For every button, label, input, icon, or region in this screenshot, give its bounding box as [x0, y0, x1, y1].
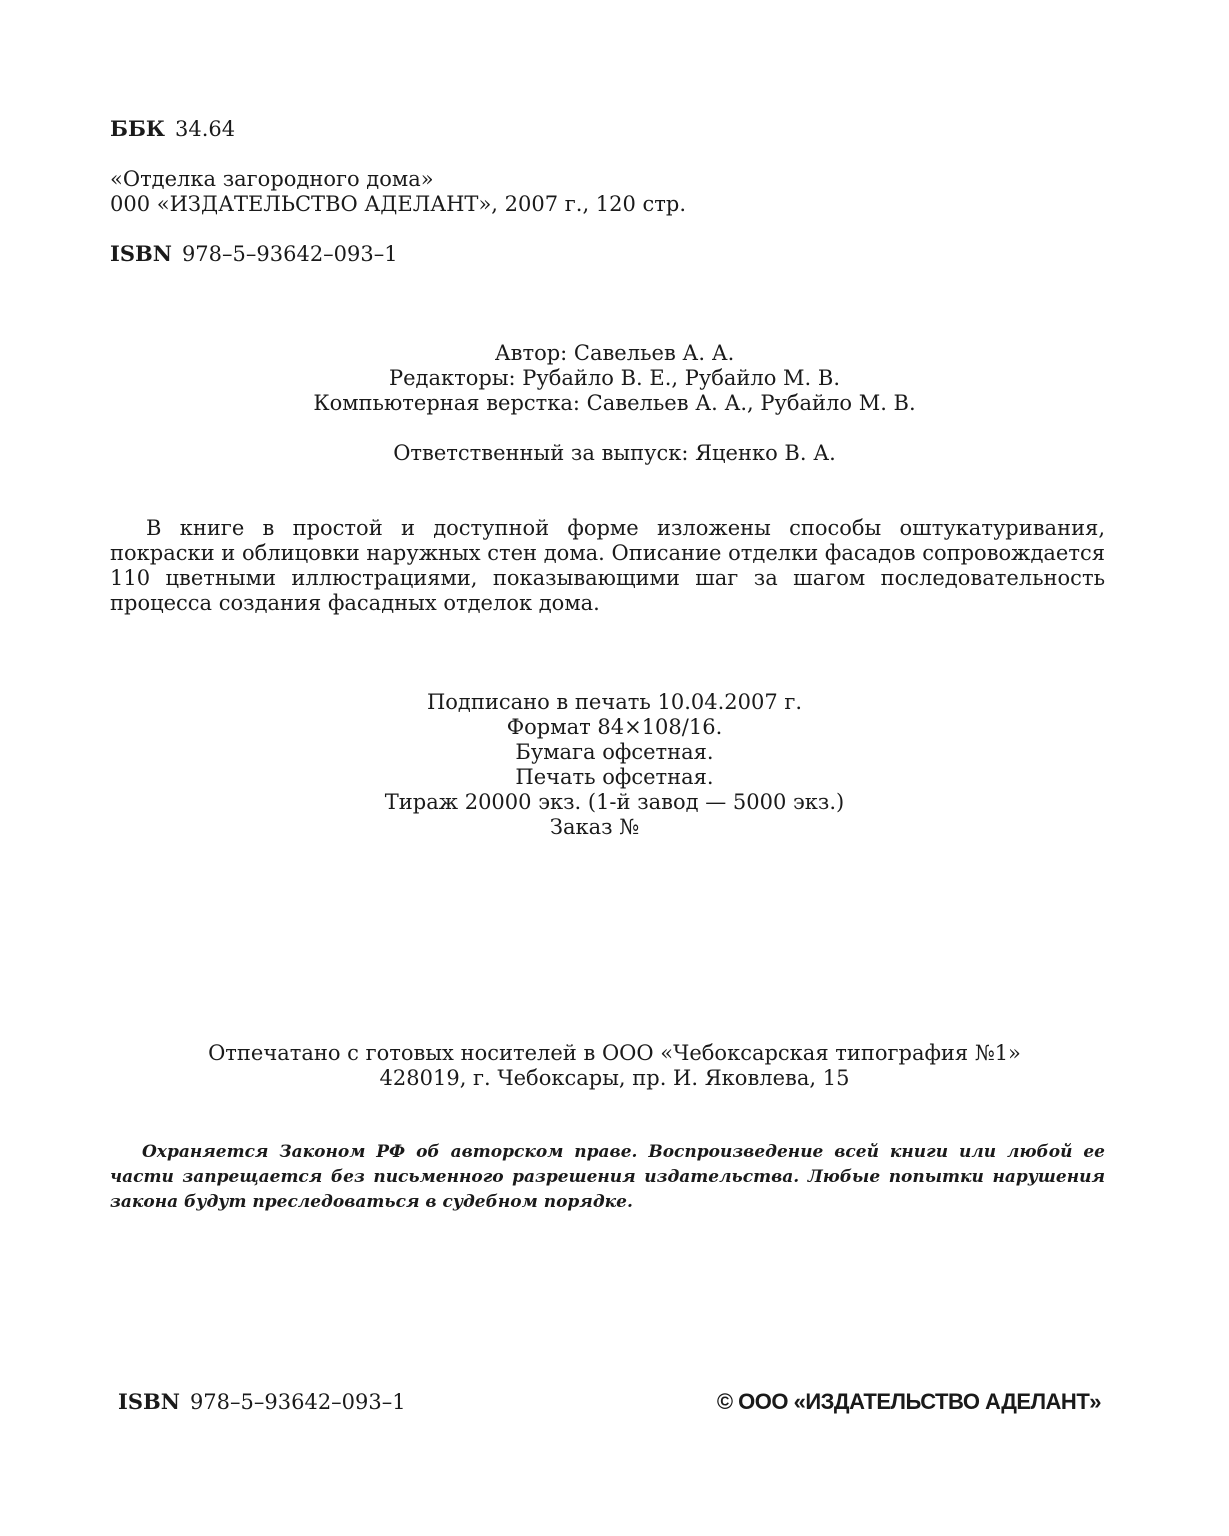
publication-details: 000 «ИЗДАТЕЛЬСТВО АДЕЛАНТ», 2007 г., 120 стр.	[110, 192, 687, 216]
isbn-label: ISBN	[110, 241, 172, 266]
printer-line1: Отпечатано с готовых носителей в ООО «Чебоксарская типография №1»	[208, 1041, 1021, 1065]
credit-layout: Компьютерная верстка: Савельев А. А., Рубайло М. В.	[313, 391, 916, 415]
bbk-line	[110, 116, 235, 142]
footer-isbn-label: ISBN	[118, 1389, 180, 1414]
credits-block	[0, 341, 1229, 416]
isbn-line	[110, 241, 398, 267]
bbk-label: ББК	[110, 116, 165, 141]
credit-author: Автор: Савельев А. А.	[494, 341, 735, 365]
print-printing: Печать офсетная.	[515, 765, 714, 789]
publication-title: «Отделка загородного дома»	[110, 167, 434, 191]
legal-notice: Охраняется Законом РФ об авторском праве. Воспроизведение всей книги или любой ее части запрещается без письменного разрешения издательства. Любые попытки нарушения закона будут преследоваться в судебном порядке.	[110, 1142, 1105, 1212]
footer-isbn	[118, 1389, 406, 1415]
print-order: Заказ №	[549, 815, 640, 839]
print-paper: Бумага офсетная.	[515, 740, 714, 764]
print-circulation: Тираж 20000 экз. (1-й завод — 5000 экз.)	[384, 790, 845, 814]
print-info-block	[0, 690, 1229, 840]
description-paragraph: В книге в простой и доступной форме изложены способы оштукатуривания, покраски и облицовки наружных стен дома. Описание отделки фасадов сопровождается 110 цветными иллюстрациями, показывающими шаг за шагом последовательность процесса создания фасадных отделок дома.	[110, 516, 1105, 615]
isbn-value: 978–5–93642–093–1	[181, 242, 398, 266]
printer-block	[0, 1041, 1229, 1091]
bbk-value: 34.64	[175, 117, 236, 141]
print-signed: Подписано в печать 10.04.2007 г.	[426, 690, 803, 714]
printer-line2: 428019, г. Чебоксары, пр. И. Яковлева, 15	[379, 1066, 850, 1090]
footer-copyright: © ООО «ИЗДАТЕЛЬСТВО АДЕЛАНТ»	[716, 1389, 1101, 1414]
footer-isbn-value: 978–5–93642–093–1	[189, 1390, 406, 1414]
credit-editors: Редакторы: Рубайло В. Е., Рубайло М. В.	[388, 366, 840, 390]
print-format: Формат 84×108/16.	[506, 715, 723, 739]
credit-responsible: Ответственный за выпуск: Яценко В. А.	[393, 441, 836, 465]
